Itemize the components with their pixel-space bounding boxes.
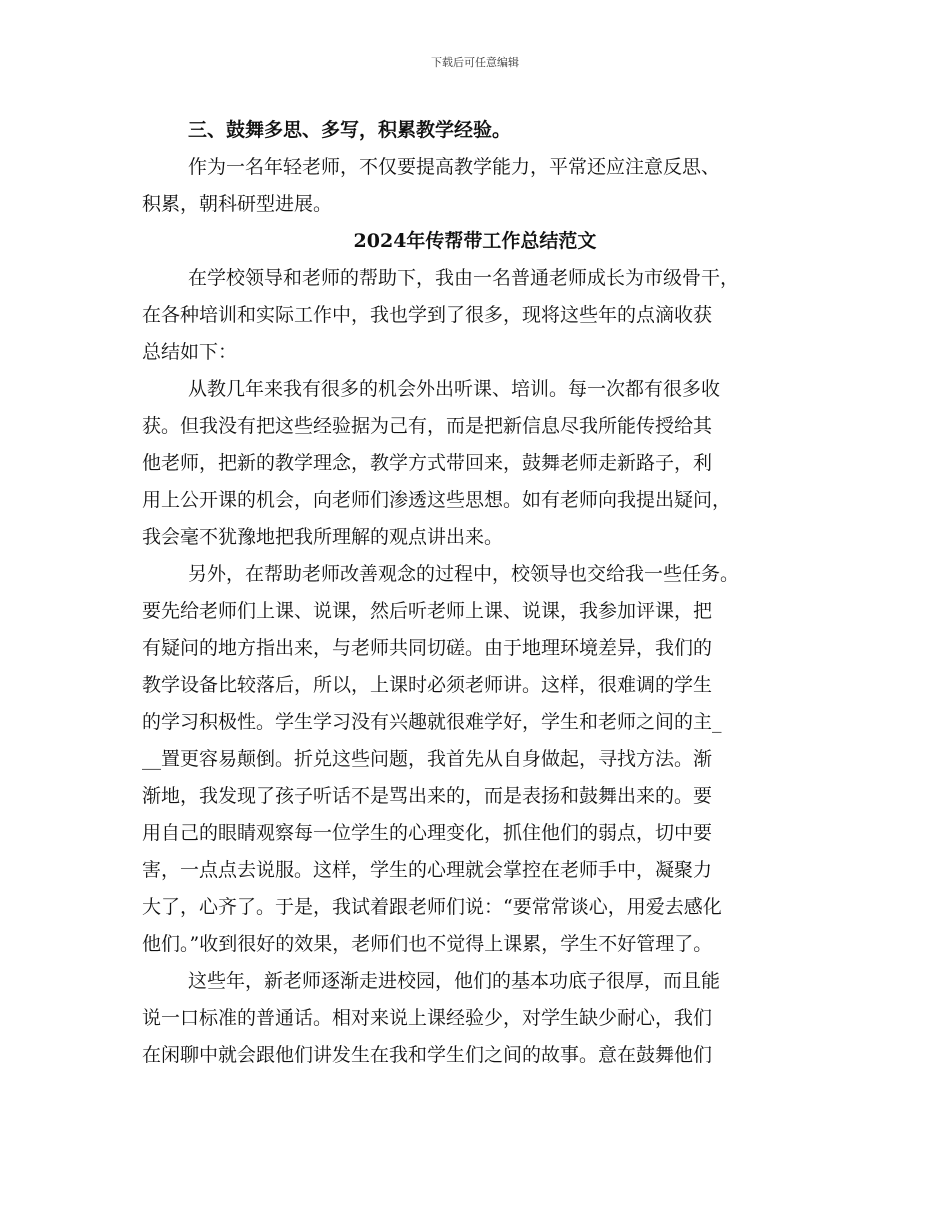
intro-paragraph	[142, 149, 808, 223]
text-line: 获。但我没有把这些经验据为己有，而是把新信息尽我所能传授给其	[142, 415, 713, 437]
paragraph-3	[142, 556, 808, 963]
text-line: 渐地，我发现了孩子听话不是骂出来的，而是表扬和鼓舞出来的。要	[142, 785, 713, 807]
text-line: 教学设备比较落后，所以，上课时必须老师讲。这样，很难调的学生	[142, 674, 713, 696]
text-line: 有疑问的地方指出来，与老师共同切磋。由于地理环境差异，我们的	[142, 637, 713, 659]
text-line: 大了，心齐了。于是，我试着跟老师们说：“要常常谈心，用爱去感化	[142, 896, 722, 918]
text-line: __置更容易颠倒。折兑这些问题，我首先从自身做起，寻找方法。渐	[142, 748, 713, 770]
text-line: 积累，朝科研型进展。	[142, 193, 333, 215]
page-header: 下载后可任意编辑	[431, 56, 519, 69]
text-line: 的学习积极性。学生学习没有兴趣就很难学好，学生和老师之间的主_	[142, 711, 722, 733]
text-line: 他们。”收到很好的效果，老师们也不觉得上课累，学生不好管理了。	[142, 933, 713, 955]
document-body	[142, 112, 808, 1074]
article-title: 2024年传帮带工作总结范文	[353, 230, 597, 252]
text-line: 作为一名年轻老师，不仅要提高教学能力，平常还应注意反思、	[188, 156, 721, 178]
text-line: 总结如下：	[142, 341, 238, 363]
text-line: 用自己的眼睛观察每一位学生的心理变化，抓住他们的弱点，切中要	[142, 822, 713, 844]
text-line: 另外，在帮助老师改善观念的过程中，校领导也交给我一些任务。	[188, 563, 740, 585]
text-line: 这些年，新老师逐渐走进校园，他们的基本功底子很厚，而且能	[188, 970, 721, 992]
text-line: 害，一点点去说服。这样，学生的心理就会掌控在老师手中，凝聚力	[142, 859, 713, 881]
text-line: 说一口标准的普通话。相对来说上课经验少，对学生缺少耐心，我们	[142, 1007, 713, 1029]
text-line: 在各种培训和实际工作中，我也学到了很多，现将这些年的点滴收获	[142, 304, 713, 326]
paragraph-2	[142, 371, 808, 556]
text-line: 在学校领导和老师的帮助下，我由一名普通老师成长为市级骨干，	[188, 267, 740, 289]
text-line: 用上公开课的机会，向老师们渗透这些思想。如有老师向我提出疑问，	[142, 489, 732, 511]
section-heading: 三、鼓舞多思、多写，积累教学经验。	[188, 119, 512, 141]
text-line: 从教几年来我有很多的机会外出听课、培训。每一次都有很多收	[188, 378, 721, 400]
paragraph-1	[142, 260, 808, 371]
text-line: 要先给老师们上课、说课，然后听老师上课、说课，我参加评课，把	[142, 600, 713, 622]
text-line: 我会毫不犹豫地把我所理解的观点讲出来。	[142, 526, 504, 548]
text-line: 在闲聊中就会跟他们讲发生在我和学生们之间的故事。意在鼓舞他们	[142, 1044, 713, 1066]
paragraph-4	[142, 963, 808, 1074]
text-line: 他老师，把新的教学理念，教学方式带回来，鼓舞老师走新路子，利	[142, 452, 713, 474]
